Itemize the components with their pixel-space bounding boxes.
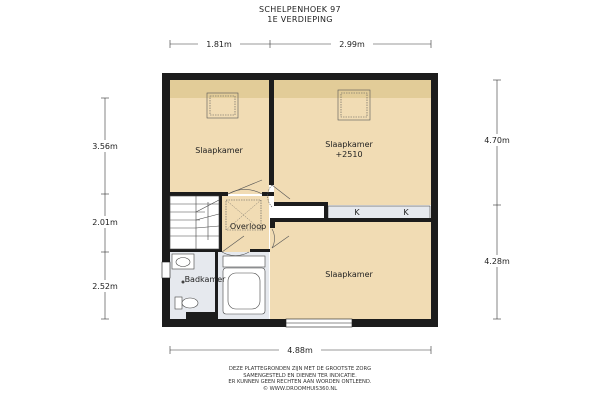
window-bath <box>162 262 170 278</box>
dimension-left-middle: 2.01m <box>92 218 118 227</box>
disclaimer-line-1: DEZE PLATTEGRONDEN ZIJN MET DE GROOTSTE ZORG <box>228 366 372 372</box>
cabinet-label-1: K <box>354 208 360 217</box>
plan-subtitle: 1E VERDIEPING <box>267 15 333 24</box>
dimension-top-right: 2.99m <box>339 40 365 49</box>
attic-strip-right <box>274 80 431 98</box>
toilet-tank <box>175 297 182 309</box>
room-label-bedroom-bottom-right: Slaapkamer <box>325 270 373 279</box>
room-label-bedroom-left: Slaapkamer <box>195 146 243 155</box>
washbasin-bowl <box>176 258 190 267</box>
dimension-left-top: 3.56m <box>92 142 118 151</box>
disclaimer <box>150 366 450 392</box>
toilet-bowl <box>182 298 198 308</box>
attic-strip-left <box>170 80 269 98</box>
room-label-bedroom-top-right-sub: +2510 <box>335 150 363 159</box>
room-label-bedroom-top-right: Slaapkamer <box>325 140 373 149</box>
disclaimer-line-2: SAMENGESTELD EN DIENEN TER INDICATIE. <box>243 372 357 379</box>
dimension-left-bottom: 2.52m <box>92 282 118 291</box>
shelf <box>223 256 265 267</box>
room-label-landing: Overloop <box>229 222 267 231</box>
disclaimer-line-3: ER KUNNEN GEEN RECHTEN AAN WORDEN ONTLEEND. <box>228 379 372 386</box>
dimension-right-top: 4.70m <box>484 136 510 145</box>
plan-title: SCHELPENHOEK 97 <box>259 5 341 14</box>
disclaimer-website-link[interactable]: © WWW.DROOMHUIS360.NL <box>262 385 338 392</box>
dimension-bottom: 4.88m <box>287 346 313 355</box>
dimension-top-left: 1.81m <box>206 40 232 49</box>
dimension-right-bottom: 4.28m <box>484 257 510 266</box>
cabinet-strip <box>328 206 430 219</box>
bathtub-inner <box>228 273 260 309</box>
cabinet-label-2: K <box>403 208 409 217</box>
floor-stairs <box>170 196 219 252</box>
room-label-bathroom: Badkamer <box>184 275 226 284</box>
